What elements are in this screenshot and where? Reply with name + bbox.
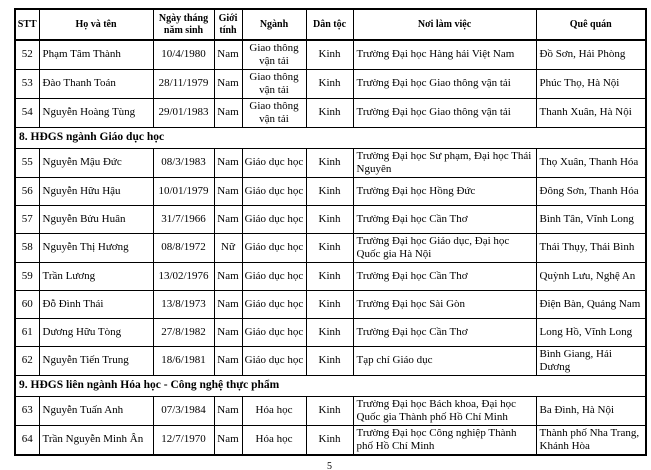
cell-hometown: Đồ Sơn, Hải Phòng [536,40,646,69]
cell-gender: Nam [214,98,242,127]
cell-name: Nguyễn Hữu Hậu [39,177,153,205]
cell-field: Hóa học [242,425,306,454]
cell-field: Giao thông vận tải [242,98,306,127]
cell-stt: 60 [15,290,39,318]
cell-stt: 52 [15,40,39,69]
cell-dob: 10/4/1980 [153,40,214,69]
table-row [15,318,646,346]
cell-gender: Nữ [214,233,242,262]
table-row [15,40,646,69]
table-row [15,262,646,290]
cell-ethnicity: Kinh [306,290,353,318]
cell-stt: 61 [15,318,39,346]
cell-dob: 13/8/1973 [153,290,214,318]
cell-stt: 55 [15,148,39,177]
cell-ethnicity: Kinh [306,148,353,177]
cell-name: Nguyễn Tuấn Anh [39,396,153,425]
section-header-row [15,375,646,396]
table-row [15,346,646,375]
cell-stt: 63 [15,396,39,425]
cell-hometown: Thành phố Nha Trang, Khánh Hòa [536,425,646,454]
cell-stt: 62 [15,346,39,375]
candidates-table [14,8,647,456]
cell-gender: Nam [214,318,242,346]
table-row [15,396,646,425]
cell-stt: 58 [15,233,39,262]
cell-field: Giao thông vận tải [242,69,306,98]
cell-workplace: Trường Đại học Hàng hải Việt Nam [353,40,536,69]
cell-field: Giáo dục học [242,148,306,177]
cell-dob: 31/7/1966 [153,205,214,233]
section-header-label: 8. HĐGS ngành Giáo dục học [15,127,646,148]
cell-workplace: Trường Đại học Cần Thơ [353,262,536,290]
column-header-workplace: Nơi làm việc [353,9,536,40]
cell-workplace: Trường Đại học Cần Thơ [353,318,536,346]
cell-name: Phạm Tâm Thành [39,40,153,69]
cell-name: Nguyễn Mậu Đức [39,148,153,177]
column-header-stt: STT [15,9,39,40]
cell-workplace: Tạp chí Giáo dục [353,346,536,375]
cell-ethnicity: Kinh [306,396,353,425]
cell-workplace: Trường Đại học Bách khoa, Đại học Quốc gia Thành phố Hồ Chí Minh [353,396,536,425]
cell-stt: 57 [15,205,39,233]
cell-workplace: Trường Đại học Cần Thơ [353,205,536,233]
cell-field: Giao thông vận tải [242,40,306,69]
table-row [15,233,646,262]
cell-ethnicity: Kinh [306,98,353,127]
cell-hometown: Thái Thụy, Thái Bình [536,233,646,262]
table-row [15,177,646,205]
cell-hometown: Phúc Thọ, Hà Nội [536,69,646,98]
cell-name: Nguyễn Hoàng Tùng [39,98,153,127]
cell-gender: Nam [214,290,242,318]
cell-hometown: Long Hồ, Vĩnh Long [536,318,646,346]
cell-ethnicity: Kinh [306,69,353,98]
page-number: 5 [327,460,332,470]
cell-field: Giáo dục học [242,177,306,205]
cell-name: Trần Lương [39,262,153,290]
cell-field: Giáo dục học [242,205,306,233]
cell-stt: 64 [15,425,39,454]
cell-workplace: Trường Đại học Công nghiệp Thành phố Hồ Chí Minh [353,425,536,454]
cell-ethnicity: Kinh [306,205,353,233]
table-row [15,205,646,233]
cell-gender: Nam [214,396,242,425]
table-row [15,425,646,454]
cell-dob: 12/7/1970 [153,425,214,454]
cell-gender: Nam [214,205,242,233]
cell-hometown: Đông Sơn, Thanh Hóa [536,177,646,205]
cell-workplace: Trường Đại học Sư phạm, Đại học Thái Nguyên [353,148,536,177]
column-header-field: Ngành [242,9,306,40]
cell-gender: Nam [214,346,242,375]
cell-name: Nguyễn Bửu Huân [39,205,153,233]
column-header-name: Họ và tên [39,9,153,40]
cell-stt: 59 [15,262,39,290]
cell-ethnicity: Kinh [306,177,353,205]
cell-gender: Nam [214,69,242,98]
cell-gender: Nam [214,262,242,290]
cell-workplace: Trường Đại học Hồng Đức [353,177,536,205]
cell-stt: 54 [15,98,39,127]
cell-dob: 10/01/1979 [153,177,214,205]
cell-ethnicity: Kinh [306,40,353,69]
cell-stt: 53 [15,69,39,98]
cell-workplace: Trường Đại học Sài Gòn [353,290,536,318]
cell-dob: 29/01/1983 [153,98,214,127]
table-row [15,148,646,177]
cell-gender: Nam [214,425,242,454]
column-header-ethnicity: Dân tộc [306,9,353,40]
cell-gender: Nam [214,177,242,205]
cell-name: Dương Hữu Tòng [39,318,153,346]
cell-ethnicity: Kinh [306,262,353,290]
cell-gender: Nam [214,40,242,69]
section-header-row [15,127,646,148]
cell-name: Nguyễn Thị Hương [39,233,153,262]
cell-hometown: Thanh Xuân, Hà Nội [536,98,646,127]
cell-field: Hóa học [242,396,306,425]
cell-hometown: Điện Bàn, Quảng Nam [536,290,646,318]
cell-hometown: Ba Đình, Hà Nội [536,396,646,425]
cell-field: Giáo dục học [242,346,306,375]
cell-dob: 13/02/1976 [153,262,214,290]
cell-dob: 08/3/1983 [153,148,214,177]
table-row [15,98,646,127]
cell-gender: Nam [214,148,242,177]
cell-dob: 18/6/1981 [153,346,214,375]
cell-field: Giáo dục học [242,233,306,262]
cell-hometown: Bình Tân, Vĩnh Long [536,205,646,233]
cell-dob: 07/3/1984 [153,396,214,425]
cell-hometown: Quỳnh Lưu, Nghệ An [536,262,646,290]
cell-dob: 27/8/1982 [153,318,214,346]
cell-hometown: Thọ Xuân, Thanh Hóa [536,148,646,177]
cell-dob: 08/8/1972 [153,233,214,262]
cell-field: Giáo dục học [242,290,306,318]
cell-ethnicity: Kinh [306,346,353,375]
cell-ethnicity: Kinh [306,233,353,262]
cell-name: Đỗ Đình Thái [39,290,153,318]
cell-stt: 56 [15,177,39,205]
cell-workplace: Trường Đại học Giao thông vận tải [353,98,536,127]
section-header-label: 9. HĐGS liên ngành Hóa học - Công nghệ thực phẩm [15,375,646,396]
cell-field: Giáo dục học [242,262,306,290]
cell-ethnicity: Kinh [306,318,353,346]
cell-field: Giáo dục học [242,318,306,346]
cell-workplace: Trường Đại học Giáo dục, Đại học Quốc gia Hà Nội [353,233,536,262]
cell-name: Trần Nguyễn Minh Ân [39,425,153,454]
cell-name: Nguyễn Tiến Trung [39,346,153,375]
cell-workplace: Trường Đại học Giao thông vận tải [353,69,536,98]
cell-ethnicity: Kinh [306,425,353,454]
table-header-row [15,9,646,40]
column-header-dob: Ngày tháng năm sinh [153,9,214,40]
cell-dob: 28/11/1979 [153,69,214,98]
table-row [15,290,646,318]
column-header-gender: Giới tính [214,9,242,40]
table-row [15,69,646,98]
cell-hometown: Bình Giang, Hải Dương [536,346,646,375]
column-header-hometown: Quê quán [536,9,646,40]
cell-name: Đào Thanh Toán [39,69,153,98]
